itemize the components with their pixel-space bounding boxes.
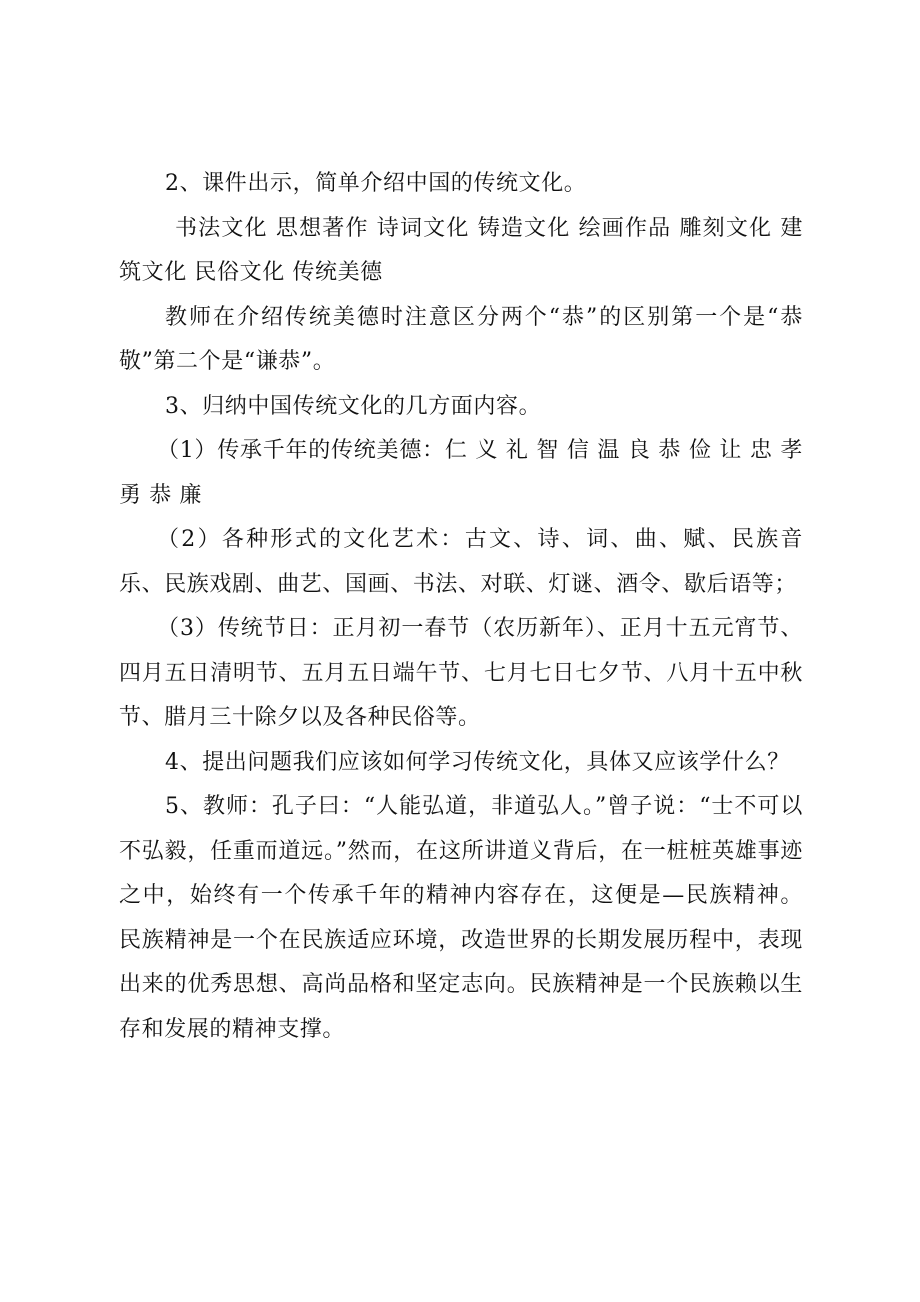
paragraph-item-2-arts: （2）各种形式的文化艺术：古文、诗、词、曲、赋、民族音乐、民族戏剧、曲艺、国画、书法、对联、灯谜、酒令、歇后语等； — [119, 527, 803, 597]
paragraph-step-5: 5、教师：孔子曰：“人能弘道，非道弘人。”曾子说：“士不可以不弘毅，任重而道远。”然而，在这所讲道义背后，在一桩桩英雄事迹之中，始终有一个传承千年的精神内容存在，这便是—民族精神。 民族精神是一个在民族适应环境，改造世界的长期发展历程中，表现出来的优秀思想、高尚品格和坚定志向。民族精神是一个民族赖以生存和发展的精神支撑。 — [119, 794, 803, 1042]
paragraph-step-3: 3、归纳中国传统文化的几方面内容。 — [165, 393, 542, 419]
paragraph-item-3-festivals: （3）传统节日：正月初一春节（农历新年）、正月十五元宵节、四月五日清明节、五月五日端午节、七月七日七夕节、八月十五中秋节、腊月三十除夕以及各种民俗等。 — [119, 616, 803, 730]
document-body — [119, 162, 803, 1052]
paragraph-item-1-virtues: （1）传承千年的传统美德：仁 义 礼 智 信 温 良 恭 俭 让 忠 孝 勇 恭 廉 — [119, 438, 803, 508]
paragraph-culture-list: 书法文化 思想著作 诗词文化 铸造文化 绘画作品 雕刻文化 建筑文化 民俗文化 传统美德 — [119, 215, 803, 285]
paragraph-step-2: 2、课件出示，简单介绍中国的传统文化。 — [165, 171, 587, 196]
paragraph-teacher-note: 教师在介绍传统美德时注意区分两个“恭”的区别第一个是“恭敬”第二个是“谦恭”。 — [119, 304, 803, 374]
paragraph-step-4: 4、提出问题我们应该如何学习传统文化，具体又应该学什么？ — [165, 749, 790, 775]
